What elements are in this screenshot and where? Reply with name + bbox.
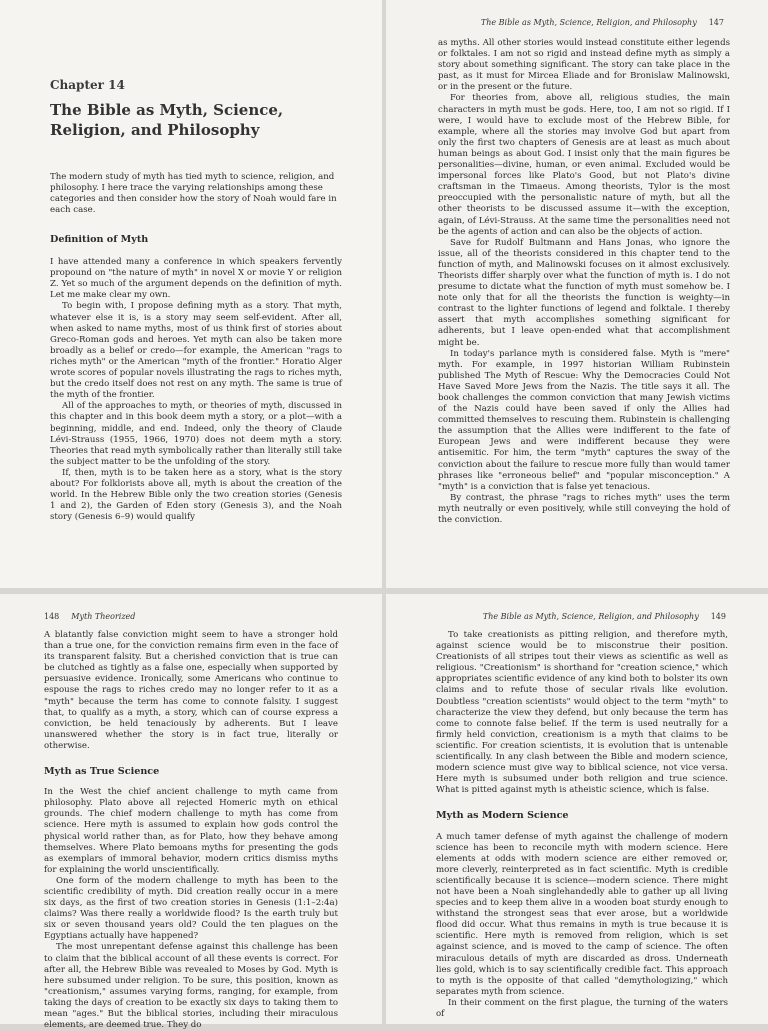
chapter-intro: [50, 172, 342, 216]
chapter-title: The Bible as Myth, Science, Religion, and Philosophy: [50, 101, 284, 139]
section-heading: Definition of Myth: [50, 234, 149, 245]
paragraph: By contrast, the phrase "rags to riches myth" uses the term myth neutrally or even positively, while still conveying the hold of the conviction.: [438, 492, 730, 526]
paragraph: All of the approaches to myth, or theories of myth, discussed in this chapter and in this book deem myth a story, or a plot—with a beginning, middle, and end. Indeed, only the theory of Claude Lévi-Strauss (1955, 1966, 1970) does not deem myth a story. Theories that read myth symbolically rather than literally still take the subject matter to be the unfolding of the story.: [50, 401, 342, 467]
paragraph: For theories from, above all, religious studies, the main characters in myth must be gods. Here, too, I am not so rigid. If I were, I would have to exclude most of the Hebrew Bible, for example, where all the stories may involve God but apart from only the first two chapters of Genesis are at least as much about human beings as about God. I insist only that the main figures be personalities—divine, human, or even animal. Excluded would be impersonal forces like Plato's Good, but not Plato's divine craftsman in the Timaeus. Among theorists, Tylor is the most preoccupied with the personalistic nature of myth, but all the other theorists to be discussed assume it—with the exception, again, of Lévi-Strauss. At the same time the personalities need not be the agents of action and can also be the objects of action.: [438, 93, 730, 237]
running-head: [44, 612, 135, 621]
body-text: [436, 630, 728, 1020]
paragraph: One form of the modern challenge to myth has been to the scientific credibility of myth. Did creation really occur in a mere six days, as the first of two creation stories in Genesis (1:1–2:4a) claims? Was there really a worldwide flood? Is the earth truly but six or seven thousand years old? Could the ten plagues on the Egyptians actually have happened?: [44, 875, 338, 942]
running-head: [483, 612, 726, 621]
paragraph: To take creationists as pitting religion, and therefore myth, against science would be to misconstrue their position. Creationists of all stripes tout their views as scientific as well as religious. "Creationism" is shorthand for "creation science," which appropriates scientific evidence of any kind both to bolster its own claims and to refute those of secular rivals like evolution. Doubtless "creation scientists" would object to the term "myth" to characterize the view they defend, but only because the term has come to connote false belief. If the term is used neutrally for a firmly held conviction, creationism is a myth that claims to be scientific. For creation scientists, it is evolution that is untenable scientifically. In any clash between the Bible and modern science, modern science must give way to biblical science, not vice versa. Here myth is subsumed under both religion and true science. What is pitted against myth is atheistic science, which is false.: [436, 630, 728, 796]
page-number: 148: [44, 612, 60, 621]
running-head-title: Myth Theorized: [71, 612, 136, 621]
paragraph: In their comment on the first plague, the turning of the waters of: [436, 997, 728, 1019]
section-heading: Myth as Modern Science: [436, 810, 569, 822]
page-147: [386, 0, 768, 588]
page-number: 147: [708, 18, 724, 27]
intro-paragraph: The modern study of myth has tied myth to science, religion, and philosophy. I here trace the varying relationships among these categories and then consider how the story of Noah would fare in each case.: [50, 172, 337, 216]
paragraph: as myths. All other stories would instead constitute either legends or folktales. I am not so rigid and instead define myth as simply a story about something significant. The story can take place in the past, as it must for Mircea Eliade and for Bronislaw Malinowski, or in the present or the future.: [438, 38, 730, 93]
paragraph: To begin with, I propose defining myth as a story. That myth, whatever else it is, is a story may seem self-evident. After all, when asked to name myths, most of us think first of stories about Greco-Roman gods and heroes. Yet myth can also be taken more broadly as a belief or credo—for example, the American "rags to riches myth" or the American "myth of the frontier." Horatio Alger wrote scores of popular novels illustrating the rags to riches myth, but the credo itself does not rest on any myth. The same is true of the myth of the frontier.: [50, 301, 342, 401]
page-number: 149: [710, 612, 726, 621]
paragraph: The most unrepentant defense against this challenge has been to claim that the biblical account of all these events is correct. For after all, the Hebrew Bible was revealed to Moses by God. Myth is here subsumed under religion. To be sure, this position, known as "creationism," assumes varying forms, ranging, for example, from taking the days of creation to be exactly six days to taking them to mean "ages." But the biblical stories, including their miraculous elements, are deemed true. They do: [44, 942, 338, 1031]
page-146: [0, 0, 382, 588]
running-head-title: The Bible as Myth, Science, Religion, and Philosophy: [482, 612, 699, 621]
paragraph: I have attended many a conference in which speakers fervently propound on "the nature of myth" in novel X or movie Y or religion Z. Yet so much of the argument depends on the definition of myth. Let me make clear my own.: [50, 257, 342, 301]
body-text: [50, 234, 342, 523]
running-head: [481, 18, 724, 27]
body-text: [44, 630, 338, 1031]
paragraph: In today's parlance myth is considered false. Myth is "mere" myth. For example, in 1997 historian William Rubinstein published The Myth of Rescue: Why the Democracies Could Not Have Saved More Jews from the Nazis. The title says it all. The book challenges the common conviction that many Jewish victims of the Nazis could have been saved if only the Allies had committed themselves to rescuing them. Rubinstein is challenging the assumption that the Allies were indifferent to the fate of European Jews and were indifferent because they were antisemitic. For him, the term "myth" captures the sway of the conviction about the failure to rescue more fully than would tamer phrases like "erroneous belief" and "popular misconception." A "myth" is a conviction that is false yet tenacious.: [438, 348, 730, 492]
body-text: [438, 38, 730, 526]
paragraph: A much tamer defense of myth against the challenge of modern science has been to reconcile myth with modern science. Here elements at odds with modern science are either removed or, more cleverly, reinterpreted as in fact scientific. Myth is credible scientifically because it is science—modern science. There might not have been a Noah singlehandedly able to gather up all living species and to keep them alive in a wooden boat sturdy enough to withstand the strongest seas that ever arose, but a worldwide flood did occur. What thus remains in myth is true because it is scientific. Here myth is removed from religion, which is set against science, and is moved to the camp of science. The often miraculous details of myth are discarded as dross. Underneath lies gold, which is to say scientifically credible fact. This approach to myth is the opposite of that called "demythologizing," which separates myth from science.: [436, 831, 728, 997]
running-head-title: The Bible as Myth, Science, Religion, and Philosophy: [480, 18, 697, 27]
paragraph: Save for Rudolf Bultmann and Hans Jonas, who ignore the issue, all of the theorists considered in this chapter tend to the function of myth, and Malinowski focuses on it almost exclusively. Theorists differ sharply over what the function of myth is. I do not presume to dictate what the function of myth must somehow be. I note only that for all the theorists the function is weighty—in contrast to the lighter functions of legend and folktale. I thereby assert that myth accomplishes something significant for adherents, but I leave open-ended what that accomplishment might be.: [438, 237, 730, 348]
chapter-label: Chapter 14: [50, 78, 125, 92]
page-149: [386, 594, 768, 1024]
section-heading: Myth as True Science: [44, 766, 160, 778]
paragraph: If, then, myth is to be taken here as a story, what is the story about? For folklorists above all, myth is about the creation of the world. In the Hebrew Bible only the two creation stories (Genesis 1 and 2), the Garden of Eden story (Genesis 3), and the Noah story (Genesis 6–9) would qualify: [50, 467, 342, 523]
paragraph: In the West the chief ancient challenge to myth came from philosophy. Plato above all rejected Homeric myth on ethical grounds. The chief modern challenge to myth has come from science. Here myth is assumed to explain how gods control the physical world rather than, as for Plato, how they behave among themselves. Where Plato bemoans myths for presenting the gods as exemplars of immoral behavior, modern critics dismiss myths for explaining the world unscientifically.: [44, 787, 338, 875]
page-148: [0, 594, 382, 1031]
paragraph: A blatantly false conviction might seem to have a stronger hold than a true one, for the conviction remains firm even in the face of its transparent falsity. But a cherished conviction that is true can be clutched as tightly as a false one, especially when supported by persuasive evidence. Ironically, some Americans who continue to espouse the rags to riches credo may no longer refer to it as a "myth" because the term has come to connote falsity. I suggest that, to qualify as a myth, a story, which can of course express a conviction, be held tenaciously by adherents. But I leave unanswered whether the story is in fact true, literally or otherwise.: [44, 630, 338, 751]
